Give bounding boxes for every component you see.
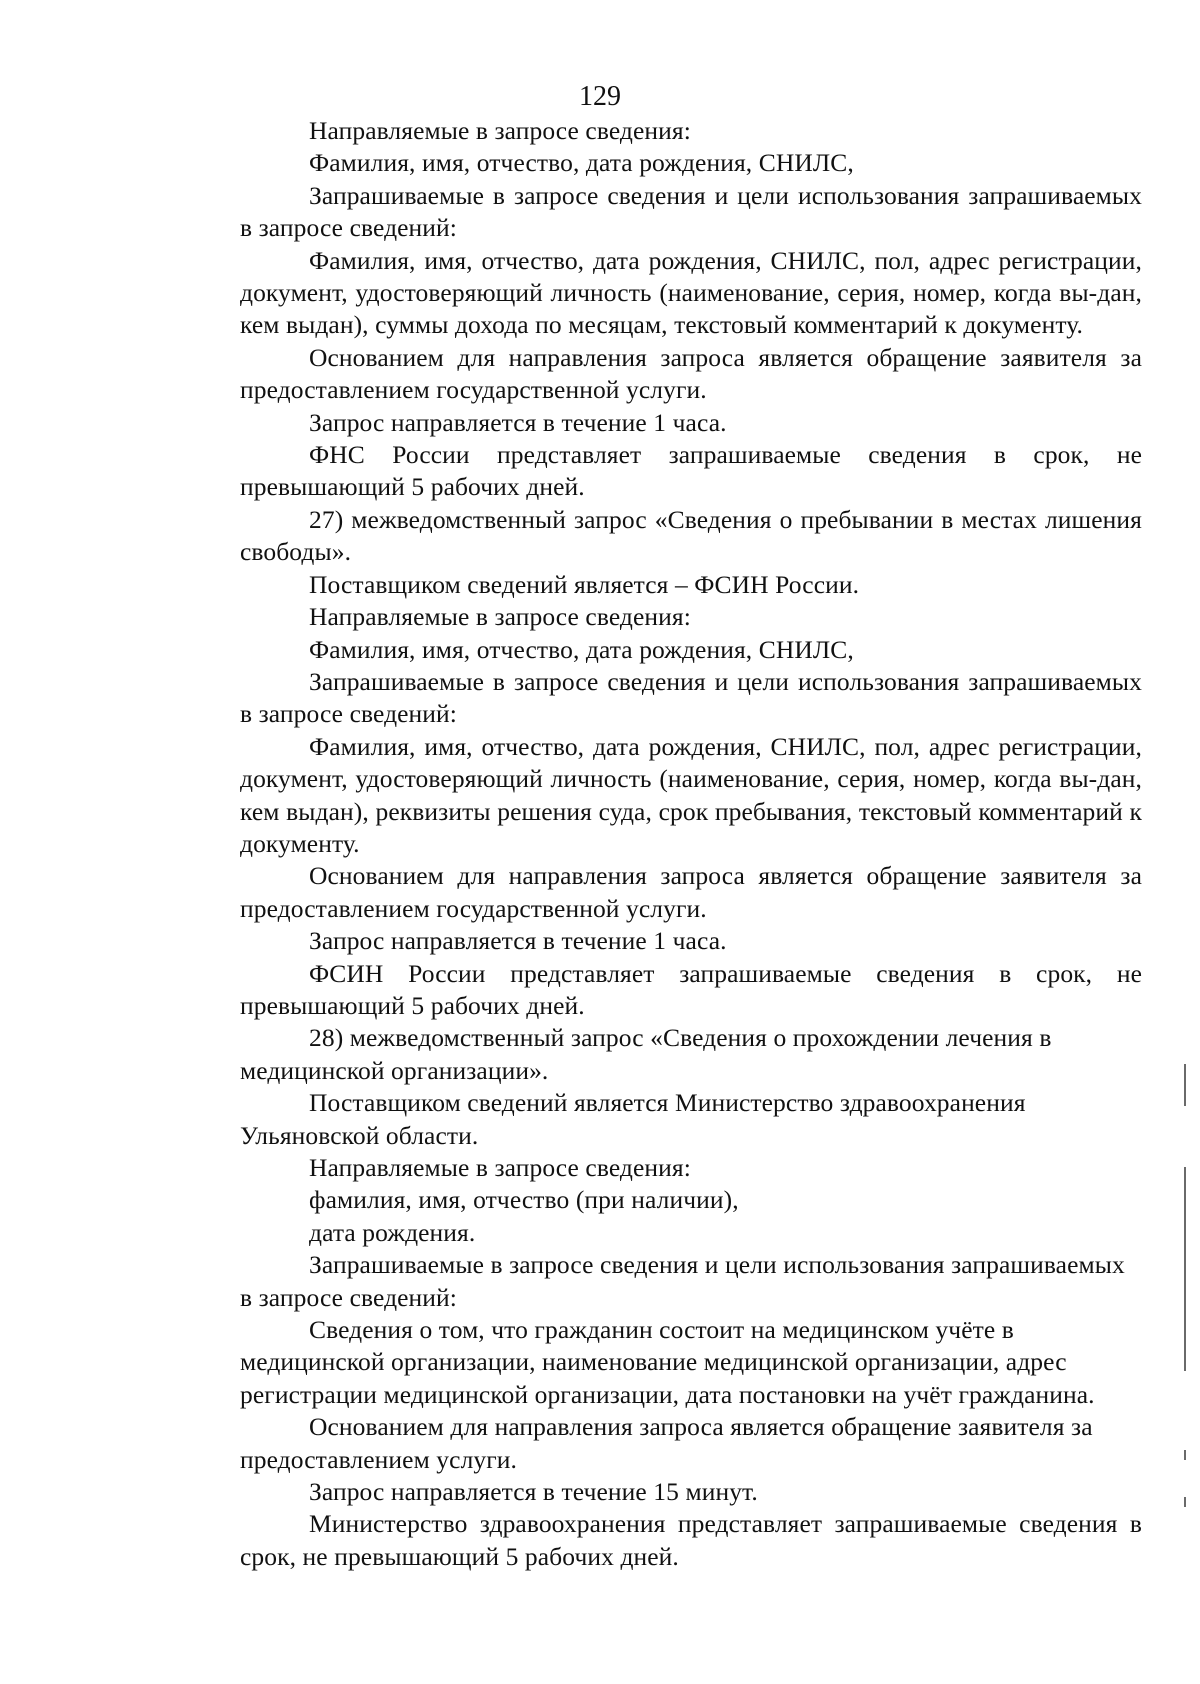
paragraph: Основанием для направления запроса является обращение заявителя за предоставлением государственной услуги. <box>240 342 1142 405</box>
paragraph: Направляемые в запросе сведения: <box>309 602 691 632</box>
page-number: 129 <box>579 81 621 112</box>
paragraph: Запрашиваемые в запросе сведения и цели использования запрашиваемых в запросе сведений: <box>240 180 1142 243</box>
paragraph: Фамилия, имя, отчество, дата рождения, СНИЛС, <box>309 148 854 178</box>
scan-margin-mark <box>1184 1497 1186 1507</box>
scan-margin-mark <box>1184 1450 1186 1460</box>
paragraph: Запрос направляется в течение 15 минут. <box>309 1477 758 1507</box>
paragraph: Основанием для направления запроса является обращение заявителя за предоставлением государственной услуги. <box>240 861 1142 923</box>
paragraph: дата рождения. <box>309 1217 476 1247</box>
paragraph: Направляемые в запросе сведения: <box>309 116 691 145</box>
paragraph: Поставщиком сведений является Министерство здравоохранения Ульяновской области. <box>240 1088 1026 1150</box>
paragraph: Сведения о том, что гражданин состоит на медицинском учёте в медицинской организации, наименование медицинской организации, адрес регистрации медицинской организации, дата постановки на учёт гражданина. <box>240 1315 1095 1409</box>
paragraph: Фамилия, имя, отчество, дата рождения, СНИЛС, <box>309 634 854 664</box>
paragraph: Запрос направляется в течение 1 часа. <box>309 926 727 956</box>
scan-margin-mark <box>1184 1064 1186 1106</box>
paragraph: Поставщиком сведений является – ФСИН России. <box>309 569 860 599</box>
paragraph: Запрашиваемые в запросе сведения и цели использования запрашиваемых в запросе сведений: <box>240 666 1142 729</box>
paragraph: Запрашиваемые в запросе сведения и цели использования запрашиваемых в запросе сведений: <box>240 1250 1125 1312</box>
paragraph: Фамилия, имя, отчество, дата рождения, СНИЛС, пол, адрес регистрации, документ, удостоверяющий личность (наименование, серия, номер, когда вы-дан, кем выдан), суммы дохода по месяцам, текстовый комментарий к документу. <box>240 245 1142 340</box>
paragraph: Министерство здравоохранения представляет запрашиваемые сведения в срок, не превышающий 5 рабочих дней. <box>240 1509 1142 1571</box>
paragraph: фамилия, имя, отчество (при наличии), <box>309 1185 739 1215</box>
paragraph: Фамилия, имя, отчество, дата рождения, СНИЛС, пол, адрес регистрации, документ, удостоверяющий личность (наименование, серия, номер, когда вы-дан, кем выдан), реквизиты решения суда, срок пребывания, текстовый комментарий к документу. <box>240 731 1142 858</box>
paragraph: Направляемые в запросе сведения: <box>309 1153 691 1182</box>
scan-margin-mark <box>1184 1167 1186 1371</box>
paragraph: Основанием для направления запроса является обращение заявителя за предоставлением услуги. <box>240 1412 1093 1474</box>
paragraph: ФСИН России представляет запрашиваемые сведения в срок, не превышающий 5 рабочих дней. <box>240 958 1142 1020</box>
document-body <box>240 115 1142 1573</box>
paragraph: ФНС России представляет запрашиваемые сведения в срок, не превышающий 5 рабочих дней. <box>240 440 1142 502</box>
paragraph: 28) межведомственный запрос «Сведения о прохождении лечения в медицинской организации». <box>240 1023 1052 1085</box>
paragraph: Запрос направляется в течение 1 часа. <box>309 407 727 437</box>
paragraph: 27) межведомственный запрос «Сведения о пребывании в местах лишения свободы». <box>240 504 1142 567</box>
